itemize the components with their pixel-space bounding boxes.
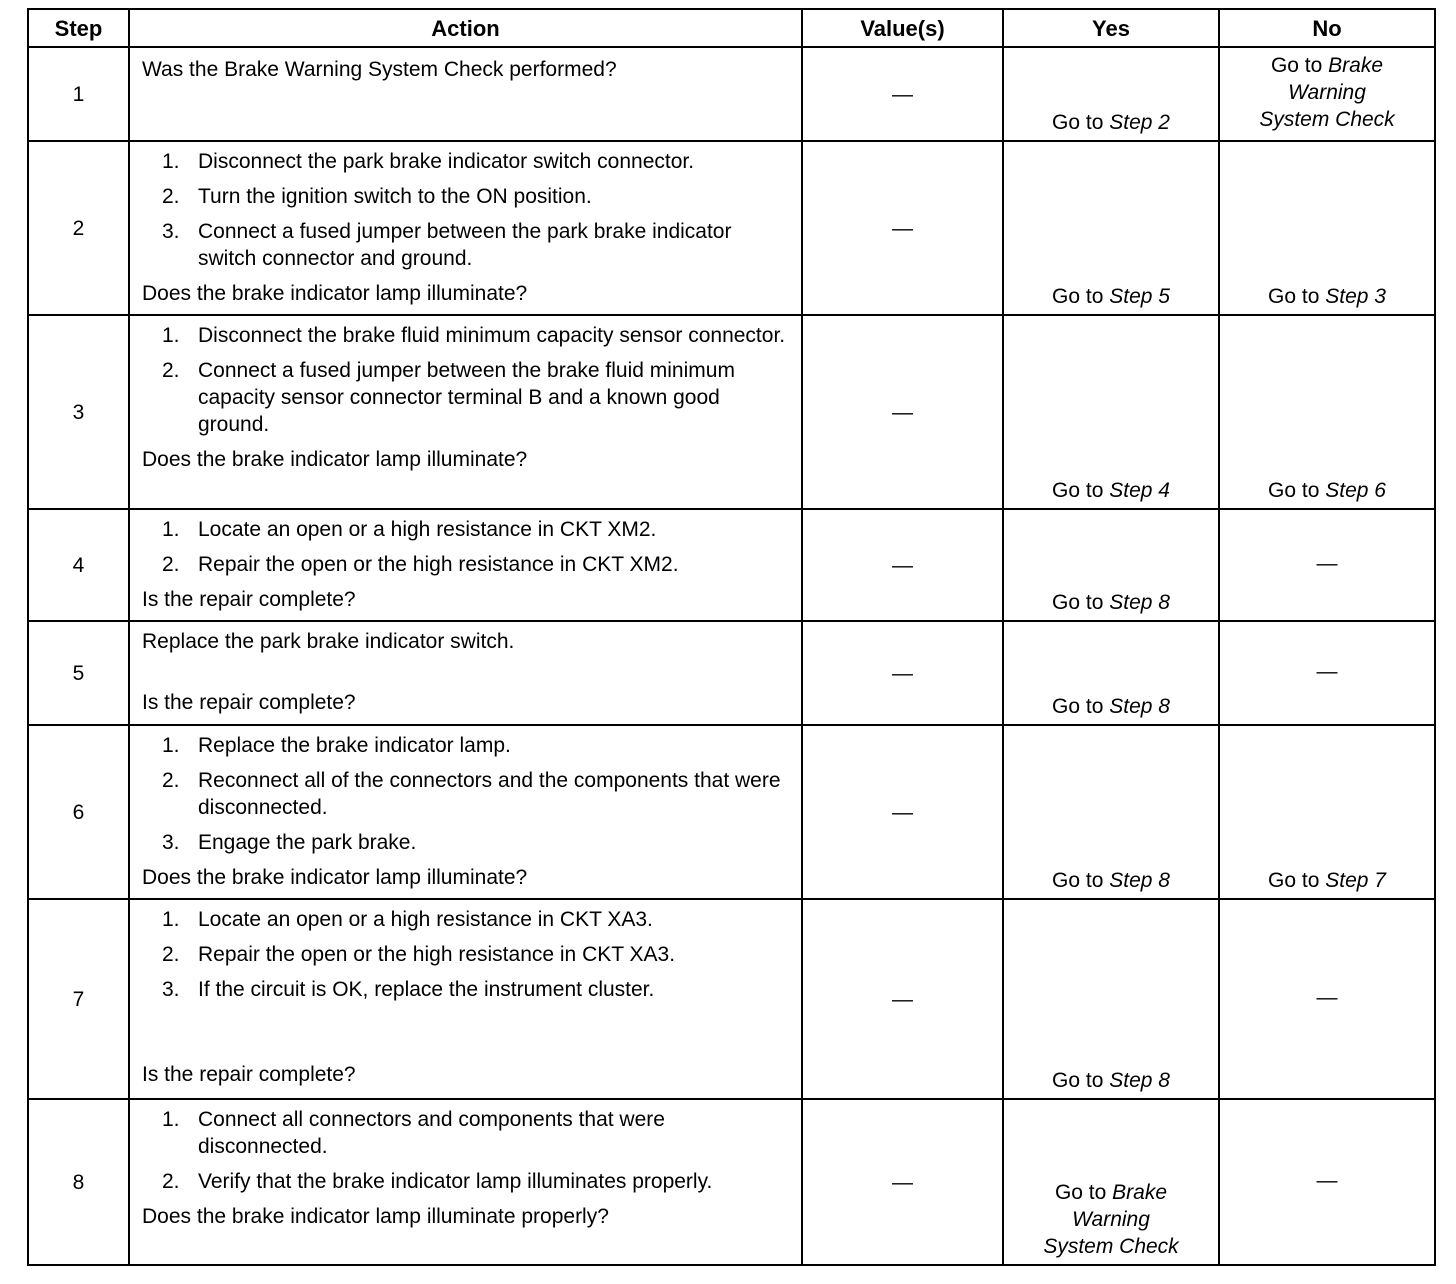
action-question: Is the repair complete? [142, 588, 356, 611]
yes-prefix: Go to [1052, 1069, 1104, 1092]
no-dash: — [1316, 985, 1338, 1009]
value-cell [802, 141, 1003, 315]
value-cell [802, 725, 1003, 899]
value-cell [802, 621, 1003, 725]
no-prefix: Go to [1268, 479, 1320, 502]
no-prefix: Go to [1268, 869, 1320, 892]
action-cell [129, 725, 802, 899]
action-step: 1. Disconnect the park brake indicator switch connector. [162, 150, 695, 173]
action-step: 1. Locate an open or a high resistance in CKT XA3. [162, 908, 653, 931]
value-dash: — [892, 553, 913, 577]
action-step: 2. Repair the open or the high resistance in CKT XM2. [162, 553, 679, 576]
no-link-line1[interactable]: Brake [1328, 54, 1384, 77]
yes-link[interactable]: Step 5 [1109, 285, 1170, 308]
yes-prefix: Go to [1054, 1181, 1107, 1204]
yes-link-line3[interactable]: System Check [1043, 1235, 1179, 1258]
table-row [28, 509, 1435, 621]
header-action: Action [129, 9, 802, 47]
action-cell [129, 1099, 802, 1265]
action-step: 1. Connect all connectors and components that were disconnected. [162, 1108, 665, 1158]
action-cell [129, 47, 802, 141]
action-text: Replace the park brake indicator switch. [142, 630, 515, 653]
no-dash: — [1316, 551, 1338, 575]
yes-link[interactable]: Step 8 [1109, 591, 1170, 614]
step-number: 5 [28, 621, 129, 725]
step-number: 6 [28, 725, 129, 899]
action-question: Does the brake indicator lamp illuminate? [142, 448, 528, 471]
yes-prefix: Go to [1052, 869, 1104, 892]
no-link[interactable]: Step 6 [1325, 479, 1386, 502]
action-cell [129, 315, 802, 509]
table-row [28, 315, 1435, 509]
action-steps [142, 906, 789, 1003]
diagnostic-table [27, 8, 1436, 1266]
no-cell[interactable] [1219, 725, 1435, 899]
yes-link[interactable]: Step 2 [1109, 111, 1170, 134]
action-steps [142, 1106, 789, 1195]
yes-link[interactable]: Step 8 [1109, 695, 1170, 718]
action-step: 1. Disconnect the brake fluid minimum capacity sensor connector. [162, 324, 786, 347]
step-number: 8 [28, 1099, 129, 1265]
yes-cell[interactable] [1003, 621, 1219, 725]
no-cell [1219, 509, 1435, 621]
header-no: No [1219, 9, 1435, 47]
action-cell [129, 509, 802, 621]
action-question: Does the brake indicator lamp illuminate properly? [142, 1205, 609, 1228]
yes-cell[interactable] [1003, 725, 1219, 899]
no-cell[interactable] [1219, 141, 1435, 315]
table-row [28, 141, 1435, 315]
step-number: 2 [28, 141, 129, 315]
value-cell [802, 509, 1003, 621]
no-cell [1219, 899, 1435, 1099]
no-link-line2[interactable]: Warning [1288, 81, 1366, 104]
action-steps [142, 732, 789, 856]
action-step: 2. Verify that the brake indicator lamp illuminates properly. [162, 1170, 713, 1193]
action-question: Does the brake indicator lamp illuminate? [142, 282, 528, 305]
table-row [28, 621, 1435, 725]
yes-prefix: Go to [1052, 479, 1104, 502]
action-step: 1. Locate an open or a high resistance in CKT XM2. [162, 518, 657, 541]
no-prefix: Go to [1270, 54, 1323, 77]
value-dash: — [892, 661, 913, 685]
value-cell [802, 47, 1003, 141]
action-step: 2. Turn the ignition switch to the ON position. [162, 185, 592, 208]
value-dash: — [892, 1170, 913, 1194]
value-dash: — [892, 216, 913, 240]
no-cell[interactable] [1219, 315, 1435, 509]
yes-link-line1[interactable]: Brake [1112, 1181, 1168, 1204]
header-row [28, 9, 1435, 47]
action-cell [129, 621, 802, 725]
yes-link-line2[interactable]: Warning [1072, 1208, 1150, 1231]
no-cell[interactable] [1219, 47, 1435, 141]
value-dash: — [892, 82, 913, 106]
yes-link[interactable]: Step 8 [1109, 869, 1170, 892]
header-step: Step [28, 9, 129, 47]
no-link-line3[interactable]: System Check [1259, 108, 1395, 131]
yes-cell[interactable] [1003, 899, 1219, 1099]
yes-cell[interactable] [1003, 141, 1219, 315]
yes-link[interactable]: Step 8 [1109, 1069, 1170, 1092]
no-dash: — [1316, 1168, 1338, 1192]
action-step: 2. Connect a fused jumper between the brake fluid minimum capacity sensor connector terminal B and a known good ground. [162, 359, 735, 436]
action-cell [129, 141, 802, 315]
action-question: Was the Brake Warning System Check performed? [142, 58, 617, 81]
action-steps [142, 322, 789, 438]
action-step: 3. If the circuit is OK, replace the instrument cluster. [162, 978, 655, 1001]
table-row [28, 725, 1435, 899]
value-dash: — [892, 800, 913, 824]
action-steps [142, 148, 789, 272]
action-question: Does the brake indicator lamp illuminate? [142, 866, 528, 889]
action-cell [129, 899, 802, 1099]
table-row [28, 47, 1435, 141]
no-cell [1219, 621, 1435, 725]
action-step: 3. Engage the park brake. [162, 831, 417, 854]
value-cell [802, 1099, 1003, 1265]
value-cell [802, 315, 1003, 509]
no-link[interactable]: Step 7 [1325, 869, 1386, 892]
header-yes: Yes [1003, 9, 1219, 47]
action-step: 1. Replace the brake indicator lamp. [162, 734, 511, 757]
header-values: Value(s) [802, 9, 1003, 47]
yes-cell[interactable] [1003, 315, 1219, 509]
action-steps [142, 516, 789, 578]
yes-prefix: Go to [1052, 591, 1104, 614]
value-cell [802, 899, 1003, 1099]
table-row [28, 1099, 1435, 1265]
yes-prefix: Go to [1052, 695, 1104, 718]
no-cell [1219, 1099, 1435, 1265]
step-number: 3 [28, 315, 129, 509]
no-link[interactable]: Step 3 [1325, 285, 1386, 308]
action-step: 2. Reconnect all of the connectors and the components that were disconnected. [162, 769, 781, 819]
action-step: 2. Repair the open or the high resistance in CKT XA3. [162, 943, 676, 966]
step-number: 7 [28, 899, 129, 1099]
step-number: 1 [28, 47, 129, 141]
no-prefix: Go to [1268, 285, 1320, 308]
yes-prefix: Go to [1052, 111, 1104, 134]
value-dash: — [892, 400, 913, 424]
no-dash: — [1316, 659, 1338, 683]
table-row [28, 899, 1435, 1099]
action-question: Is the repair complete? [142, 691, 356, 714]
yes-cell[interactable] [1003, 1099, 1219, 1265]
yes-cell[interactable] [1003, 47, 1219, 141]
action-step: 3. Connect a fused jumper between the park brake indicator switch connector and ground. [162, 220, 732, 270]
yes-cell[interactable] [1003, 509, 1219, 621]
action-question: Is the repair complete? [142, 1063, 356, 1086]
value-dash: — [892, 987, 913, 1011]
yes-link[interactable]: Step 4 [1109, 479, 1170, 502]
step-number: 4 [28, 509, 129, 621]
yes-prefix: Go to [1052, 285, 1104, 308]
